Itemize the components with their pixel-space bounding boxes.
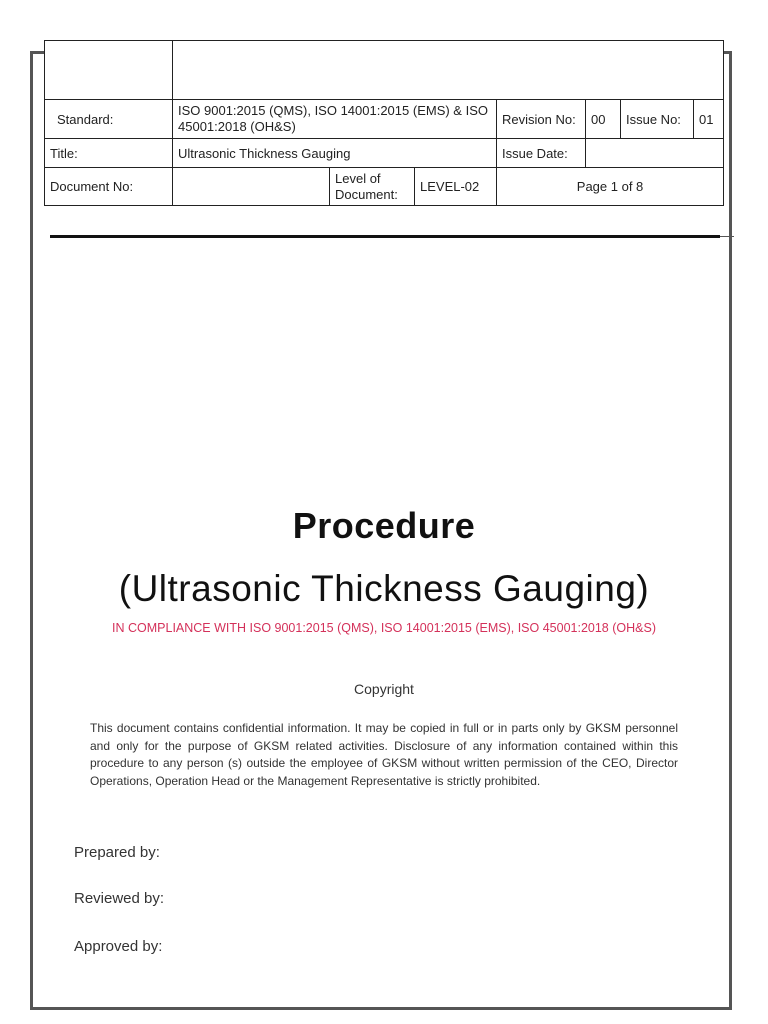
company-name-cell	[173, 41, 724, 100]
copyright-notice: This document contains confidential information. It may be copied in full or in parts only by GKSM personnel and only for the purpose of GKSM related activities. Disclosure of any information contained within this procedure to any person (s) outside the employee of GKSM without written permission of the CEO, Director Operations, Operation Head or the Management Representative is strictly prohibited.	[90, 721, 678, 788]
reviewed-by-label: Reviewed by:	[74, 890, 165, 907]
issue-label: Issue No:	[621, 100, 694, 139]
copyright-heading: Copyright	[354, 681, 414, 697]
issue-date-value	[586, 139, 724, 168]
level-label: Level of Document:	[330, 168, 415, 206]
standard-value: ISO 9001:2015 (QMS), ISO 14001:2015 (EMS) & ISO 45001:2018 (OH&S)	[173, 100, 497, 139]
title-label: Title:	[45, 139, 173, 168]
document-control-table	[44, 40, 724, 206]
document-subtitle: (Ultrasonic Thickness Gauging)	[118, 568, 650, 609]
document-title: Procedure	[292, 505, 476, 546]
approved-by-label: Approved by:	[74, 938, 163, 955]
title-value: Ultrasonic Thickness Gauging	[173, 139, 497, 168]
document-no-value	[173, 168, 330, 206]
compliance-statement: IN COMPLIANCE WITH ISO 9001:2015 (QMS), ISO 14001:2015 (EMS), ISO 45001:2018 (OH&S)	[112, 621, 656, 635]
issue-value: 01	[694, 100, 724, 139]
logo-cell	[45, 41, 173, 100]
level-value: LEVEL-02	[415, 168, 497, 206]
issue-date-label: Issue Date:	[497, 139, 586, 168]
document-no-label: Document No:	[45, 168, 173, 206]
standard-label: Standard:	[45, 100, 173, 139]
prepared-by-label: Prepared by:	[74, 844, 160, 861]
header-divider-tail	[720, 236, 734, 237]
page-indicator: Page 1 of 8	[497, 168, 724, 206]
revision-label: Revision No:	[497, 100, 586, 139]
revision-value: 00	[586, 100, 621, 139]
header-divider	[50, 235, 720, 238]
